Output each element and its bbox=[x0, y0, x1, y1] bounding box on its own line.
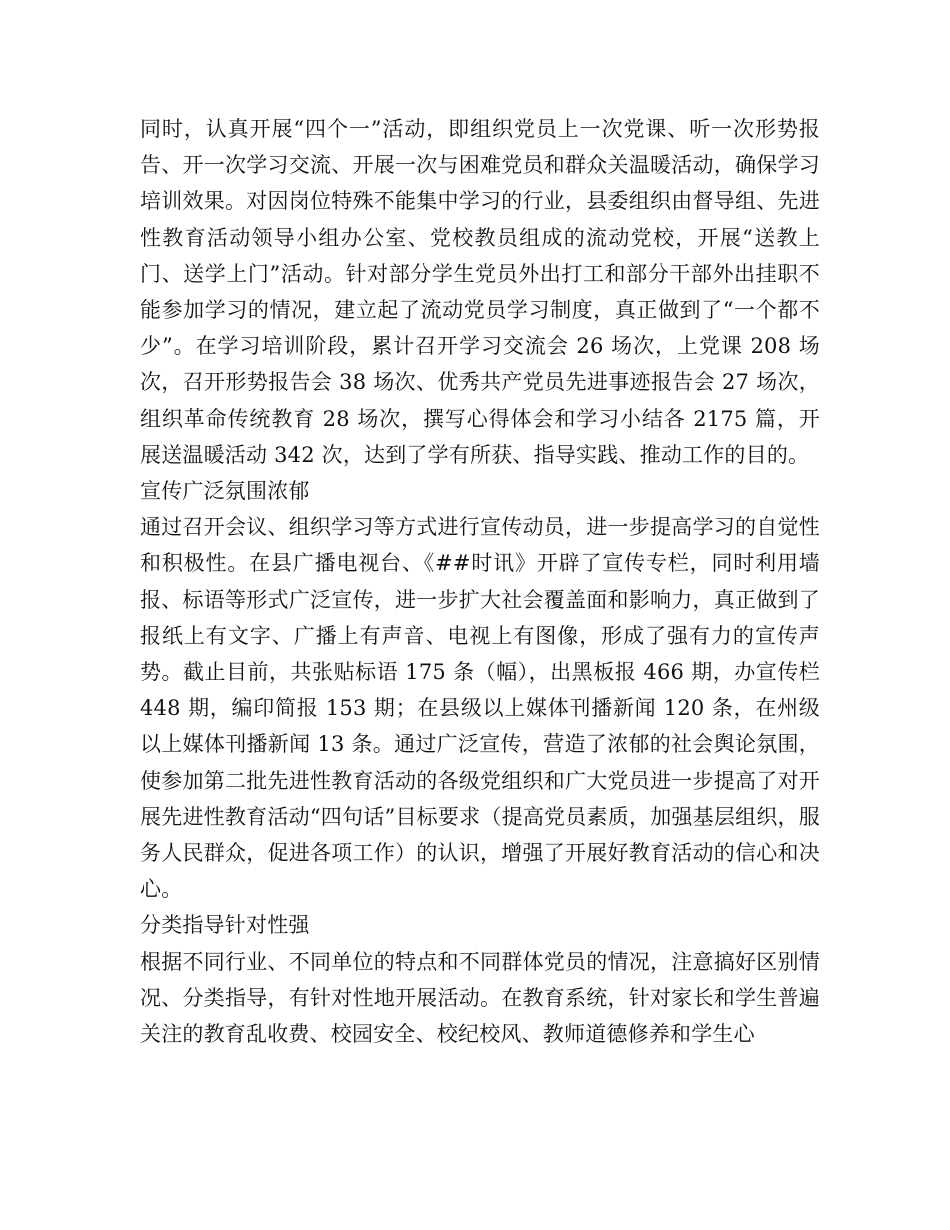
body-paragraph: 同时，认真开展“四个一”活动，即组织党员上一次党课、听一次形势报告、开一次学习交流、开展一次与困难党员和群众关温暖活动，确保学习培训效果。对因岗位特殊不能集中学习的行业，县委组织由督导组、先进性教育活动领导小组办公室、党校教员组成的流动党校，开展“送教上门、送学上门”活动。针对部分学生党员外出打工和部分干部外出挂职不能参加学习的情况，建立起了流动党员学习制度，真正做到了“一个都不少”。在学习培训阶段，累计召开学习交流会 26 场次，上党课 208 场次，召开形势报告会 38 场次、优秀共产党员先进事迹报告会 27 场次，组织革命传统教育 28 场次，撰写心得体会和学习小结各 2175 篇，开展送温暖活动 342 次，达到了学有所获、指导实践、推动工作的目的。 bbox=[140, 117, 820, 467]
document-page bbox=[140, 111, 820, 1052]
section-heading: 分类指导针对性强 bbox=[140, 913, 310, 938]
body-paragraph: 通过召开会议、组织学习等方式进行宣传动员，进一步提高学习的自觉性和积极性。在县广播电视台、《##时讯》开辟了宣传专栏，同时利用墙报、标语等形式广泛宣传，进一步扩大社会覆盖面和影响力，真正做到了报纸上有文字、广播上有声音、电视上有图像，形成了强有力的宣传声势。截止目前，共张贴标语 175 条（幅），出黑板报 466 期，办宣传栏 448 期，编印简报 153 期；在县级以上媒体刊播新闻 120 条，在州级以上媒体刊播新闻 13 条。通过广泛宣传，营造了浓郁的社会舆论氛围，使参加第二批先进性教育活动的各级党组织和广大党员进一步提高了对开展先进性教育活动“四句话”目标要求（提高党员素质，加强基层组织，服务人民群众，促进各项工作）的认识，增强了开展好教育活动的信心和决心。 bbox=[140, 515, 820, 902]
body-paragraph: 根据不同行业、不同单位的特点和不同群体党员的情况，注意搞好区别情况、分类指导，有针对性地开展活动。在教育系统，针对家长和学生普遍关注的教育乱收费、校园安全、校纪校风、教师道德修养和学生心 bbox=[140, 949, 820, 1047]
section-heading: 宣传广泛氛围浓郁 bbox=[140, 479, 310, 504]
